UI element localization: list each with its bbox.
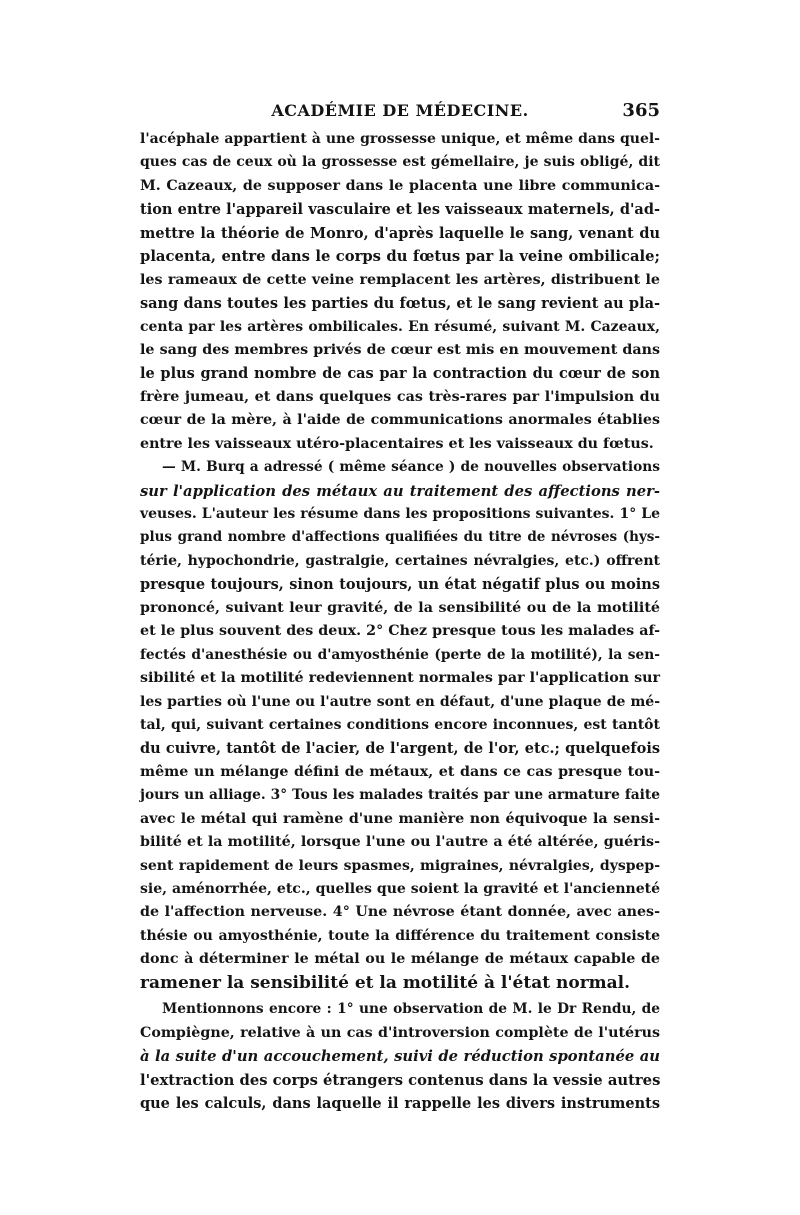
text-line-content: à la suite d'un accouchement, suivi de réduction spontanée au — [140, 1048, 660, 1066]
text-line: ramener la sensibilité et la motilité à l'état normal. — [140, 972, 631, 993]
text-line: fectés d'anesthésie ou d'amyosthénie (perte de la motilité), la sen- — [140, 646, 660, 663]
text-line: cœur de la mère, à l'aide de communications anormales établies — [140, 412, 660, 429]
text-line: tion entre l'appareil vasculaire et les vaisseaux maternels, d'ad- — [140, 201, 660, 219]
text-line: sent rapidement de leurs spasmes, migraines, névralgies, dyspep- — [140, 857, 660, 874]
text-line: jours un alliage. 3° Tous les malades traités par une armature faite — [140, 787, 660, 804]
text-line: donc à déterminer le métal ou le mélange de métaux capable de — [140, 951, 660, 968]
text-line: les parties où l'une ou l'autre sont en défaut, d'une plaque de mé- — [140, 693, 660, 710]
text-line: tal, qui, suivant certaines conditions encore inconnues, est tantôt — [140, 716, 660, 733]
text-line: thésie ou amyosthénie, toute la différence du traitement consiste — [140, 927, 660, 944]
text-line-italic — [140, 1045, 660, 1068]
text-line: Compiègne, relative à un cas d'introversion complète de l'utérus — [140, 1024, 660, 1041]
text-line: prononcé, suivant leur gravité, de la sensibilité ou de la motilité — [140, 599, 660, 616]
body-text — [140, 128, 660, 1115]
text-line: térie, hypochondrie, gastralgie, certaines névralgies, etc.) offrent — [140, 552, 660, 569]
text-line: sie, aménorrhée, etc., quelles que soient la gravité et l'ancienneté — [140, 881, 660, 897]
text-line: même un mélange défini de métaux, et dans ce cas presque tou- — [140, 763, 660, 780]
text-line: l'acéphale appartient à une grossesse unique, et même dans quel- — [140, 131, 660, 147]
text-line: centa par les artères ombilicales. En résumé, suivant M. Cazeaux, — [140, 318, 660, 335]
text-line: avec le métal qui ramène d'une manière non équivoque la sensi- — [140, 810, 660, 827]
page-number: 365 — [622, 100, 660, 121]
text-line: sang dans toutes les parties du fœtus, et le sang revient au pla- — [140, 295, 660, 313]
text-line: le plus grand nombre de cas par la contraction du cœur de son — [140, 365, 660, 383]
text-line: M. Cazeaux, de supposer dans le placenta une libre communica- — [140, 177, 660, 194]
text-line: presque toujours, sinon toujours, un état négatif plus ou moins — [140, 576, 660, 594]
text-line-content: sur l'application des métaux au traitement des affections ner- — [140, 482, 660, 500]
text-line: du cuivre, tantôt de l'acier, de l'argent, de l'or, etc.; quelquefois — [140, 740, 660, 758]
running-title: ACADÉMIE DE MÉDECINE. — [271, 101, 529, 120]
text-line: sibilité et la motilité redeviennent normales par l'application sur — [140, 670, 660, 687]
text-line: — M. Burq a adressé ( même séance ) de nouvelles observations — [162, 459, 660, 476]
text-line: plus grand nombre d'affections qualifiées du titre de névroses (hys- — [140, 529, 660, 546]
text-line: le sang des membres privés de cœur est mis en mouvement dans — [140, 341, 660, 358]
text-line: que les calculs, dans laquelle il rappelle les divers instruments — [140, 1094, 660, 1112]
running-header — [140, 100, 660, 124]
text-line: veuses. L'auteur les résume dans les propositions suivantes. 1° Le — [140, 506, 660, 522]
text-line: bilité et la motilité, lorsque l'une ou l'autre a été altérée, guéris- — [140, 834, 660, 851]
text-line: entre les vaisseaux utéro-placentaires et les vaisseaux du fœtus. — [140, 435, 654, 452]
text-line: mettre la théorie de Monro, d'après laquelle le sang, venant du — [140, 224, 660, 242]
text-line: et le plus souvent des deux. 2° Chez presque tous les malades af- — [140, 623, 660, 640]
text-line: Mentionnons encore : 1° une observation de M. le Dr Rendu, de — [162, 1001, 660, 1018]
text-line: frère jumeau, et dans quelques cas très-rares par l'impulsion du — [140, 388, 660, 405]
text-line-italic — [140, 480, 660, 503]
text-line: de l'affection nerveuse. 4° Une névrose étant donnée, avec anes- — [140, 904, 660, 921]
text-line: les rameaux de cette veine remplacent les artères, distribuent le — [140, 271, 660, 288]
text-line: ques cas de ceux où la grossesse est gémellaire, je suis obligé, dit — [140, 154, 660, 171]
text-line: l'extraction des corps étrangers contenus dans la vessie autres — [140, 1071, 661, 1089]
text-line: placenta, entre dans le corps du fœtus par la veine ombilicale; — [140, 248, 660, 266]
